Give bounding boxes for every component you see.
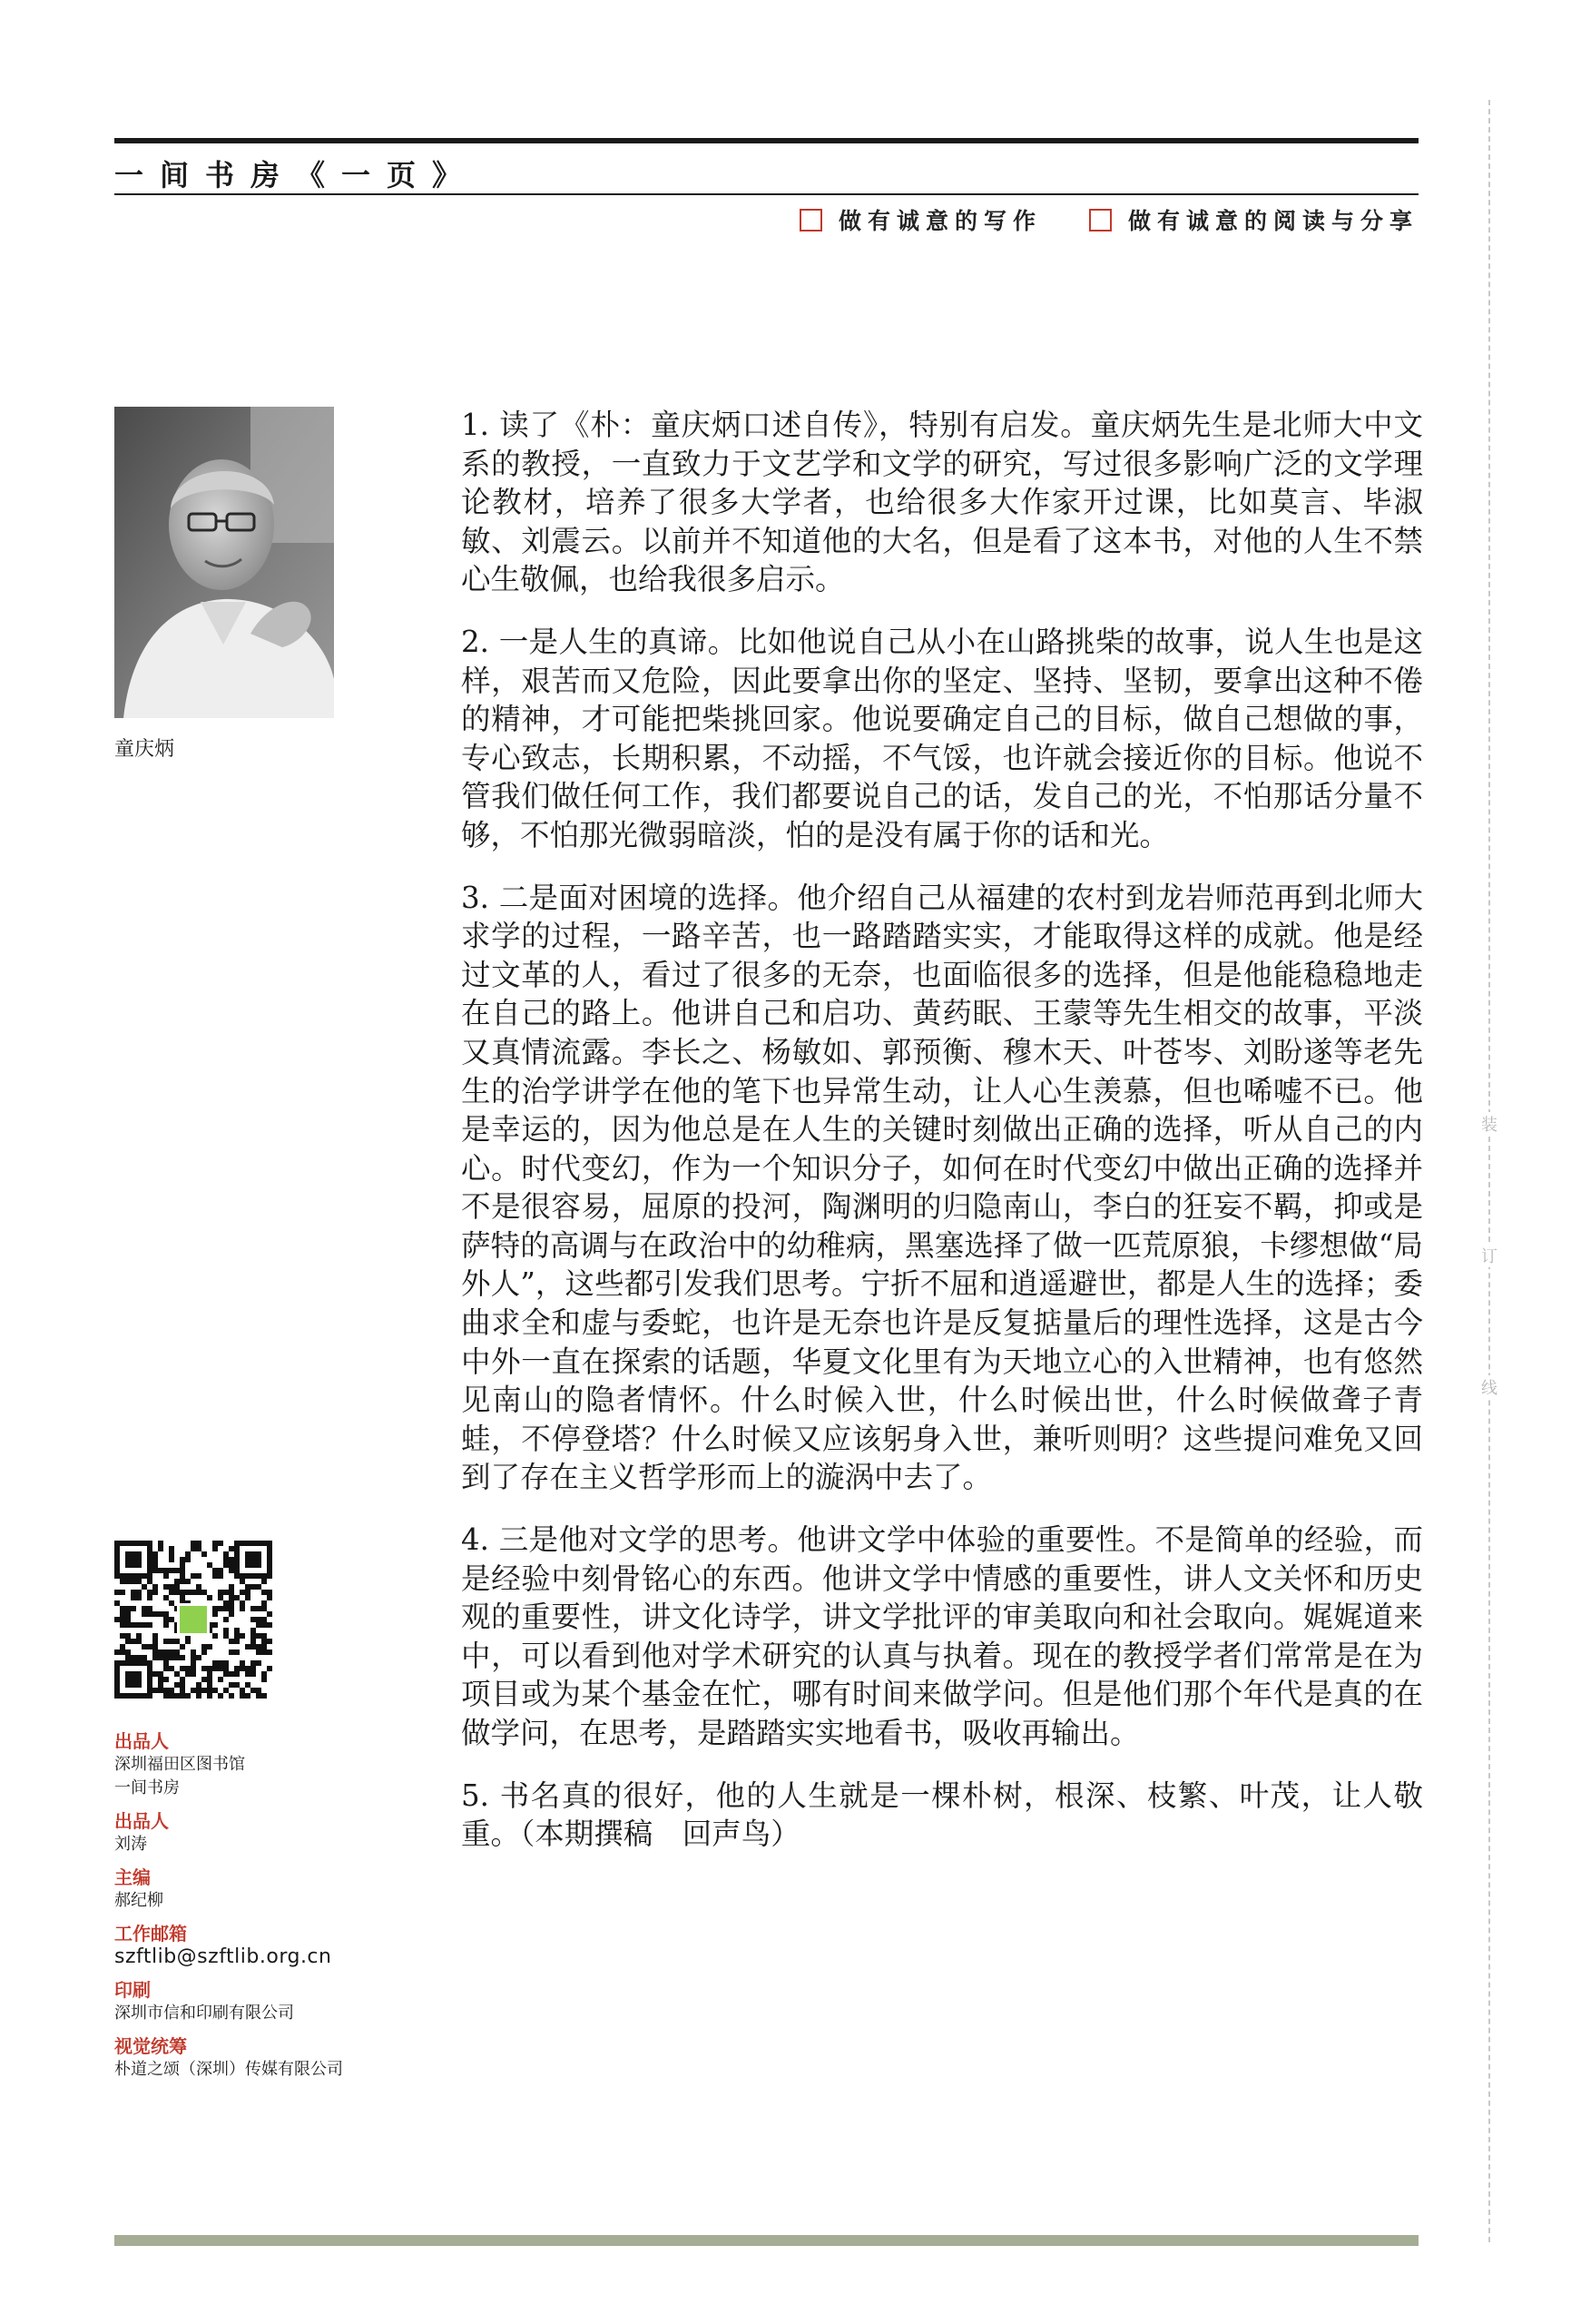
article-paragraph: 3. 二是面对困境的选择。他介绍自己从福建的农村到龙岩师范再到北师大求学的过程，一路辛苦，也一路踏踏实实，才能取得这样的成就。他是经过文革的人，看过了很多的无奈，也面临很多的选择，但是他能稳稳地走在自己的路上。他讲自己和启功、黄药眠、王蒙等先生相交的故事，平淡又真情流露。李长之、杨敏如、郭预衡、穆木天、叶苍岑、刘盼遂等老先生的治学讲学在他的笔下也异常生动，让人心生羡慕，但也唏嘘不已。他是幸运的，因为他总是在人生的关键时刻做出正确的选择，听从自己的内心。时代变幻，作为一个知识分子，如何在时代变幻中做出正确的选择并不是很容易，屈原的投河，陶渊明的归隐南山，李白的狂妄不羁，抑或是萨特的高调与在政治中的幼稚病，黑塞选择了做一匹荒原狼，卡缪想做“局外人”，这些都引发我们思考。宁折不屈和逍遥避世，都是人生的选择；委曲求全和虚与委蛇，也许是无奈也许是反复掂量后的理性选择，这是古今中外一直在探索的话题，华夏文化里有为天地立心的入世精神，也有悠然见南山的隐者情怀。什么时候入世，什么时候出世，什么时候做聋子青蛙，不停登塔？什么时候又应该躬身入世，兼听则明？这些提问难免又回到了存在主义哲学形而上的漩涡中去了。 [461, 880, 1423, 1495]
article-paragraph: 1. 读了《朴：童庆炳口述自传》，特别有启发。童庆炳先生是北师大中文系的教授，一直致力于文艺学和文学的研究，写过很多影响广泛的文学理论教材，培养了很多大学者，也给很多大作家开过课，比如莫言、毕淑敏、刘震云。以前并不知道他的大名，但是看了这本书，对他的人生不禁心生敬佩，也给我很多启示。 [461, 408, 1423, 597]
binding-char: 订 [1477, 1244, 1502, 1267]
credit-label: 工作邮箱 [114, 1923, 187, 1945]
qr-code-icon [114, 1541, 272, 1699]
credit-publisher [114, 1729, 343, 1800]
checkbox-icon [1089, 209, 1112, 231]
credit-label: 出品人 [114, 1810, 169, 1832]
credit-producer [114, 1809, 343, 1856]
credit-editor [114, 1866, 343, 1913]
credit-label: 印刷 [114, 1979, 151, 2001]
article-paragraph: 5. 书名真的很好，他的人生就是一棵朴树，根深、枝繁、叶茂，让人敬重。（本期撰稿 回声鸟） [461, 1777, 1423, 1852]
credit-label: 主编 [114, 1866, 151, 1888]
slogan-bar [800, 203, 1419, 236]
photo-caption: 童庆炳 [114, 738, 175, 761]
masthead-title: 一间书房《一页》 [114, 158, 478, 192]
article-paragraph: 2. 一是人生的真谛。比如他说自己从小在山路挑柴的故事，说人生也是这样，艰苦而又危险，因此要拿出你的坚定、坚持、坚韧，要拿出这种不倦的精神，才可能把柴挑回家。他说要确定自己的目标，做自己想做的事，专心致志，长期积累，不动摇，不气馁，也许就会接近你的目标。他说不管我们做任何工作，我们都要说自己的话，发自己的光，不怕那话分量不够，不怕那光微弱暗淡，怕的是没有属于你的话和光。 [461, 624, 1423, 852]
credit-value: 郝纪柳 [114, 1891, 163, 1910]
portrait-photo [114, 407, 334, 718]
article-body [461, 406, 1423, 1877]
slogan-item [800, 203, 1042, 236]
credits-block [114, 1729, 343, 2091]
qr-code-graphic [114, 1541, 272, 1699]
credit-label: 视觉统筹 [114, 2035, 187, 2057]
credit-value: 一间书房 [114, 1778, 180, 1797]
credit-value: 刘涛 [114, 1835, 147, 1854]
header-thin-rule [114, 193, 1419, 195]
credit-email [114, 1922, 343, 1969]
email-link[interactable]: szftlib@szftlib.org.cn [114, 1945, 332, 1968]
credit-value: 朴道之颂（深圳）传媒有限公司 [114, 2060, 343, 2079]
credit-label: 出品人 [114, 1730, 169, 1752]
slogan-item [1089, 203, 1419, 236]
binding-char: 线 [1477, 1375, 1502, 1399]
credit-value: 深圳福田区图书馆 [114, 1755, 245, 1774]
slogan-text: 做有诚意的阅读与分享 [1127, 208, 1419, 234]
binding-dashed-line [1488, 100, 1490, 2242]
checkbox-icon [800, 209, 822, 231]
footer-bar [114, 2235, 1419, 2246]
article-paragraph: 4. 三是他对文学的思考。他讲文学中体验的重要性。不是简单的经验，而是经验中刻骨铭心的东西。他讲文学中情感的重要性，讲人文关怀和历史观的重要性，讲文化诗学，讲文学批评的审美取向和社会取向。娓娓道来中，可以看到他对学术研究的认真与执着。现在的教授学者们常常是在为项目或为某个基金在忙，哪有时间来做学问。但是他们那个年代是真的在做学问，在思考，是踏踏实实地看书，吸收再输出。 [461, 1522, 1423, 1750]
slogan-text: 做有诚意的写作 [838, 208, 1042, 234]
header-top-rule [114, 138, 1419, 143]
binding-char: 装 [1477, 1112, 1502, 1136]
credit-value: 深圳市信和印刷有限公司 [114, 2004, 294, 2023]
portrait-image [114, 407, 334, 718]
credit-printer [114, 1978, 343, 2025]
credit-visual [114, 2034, 343, 2082]
